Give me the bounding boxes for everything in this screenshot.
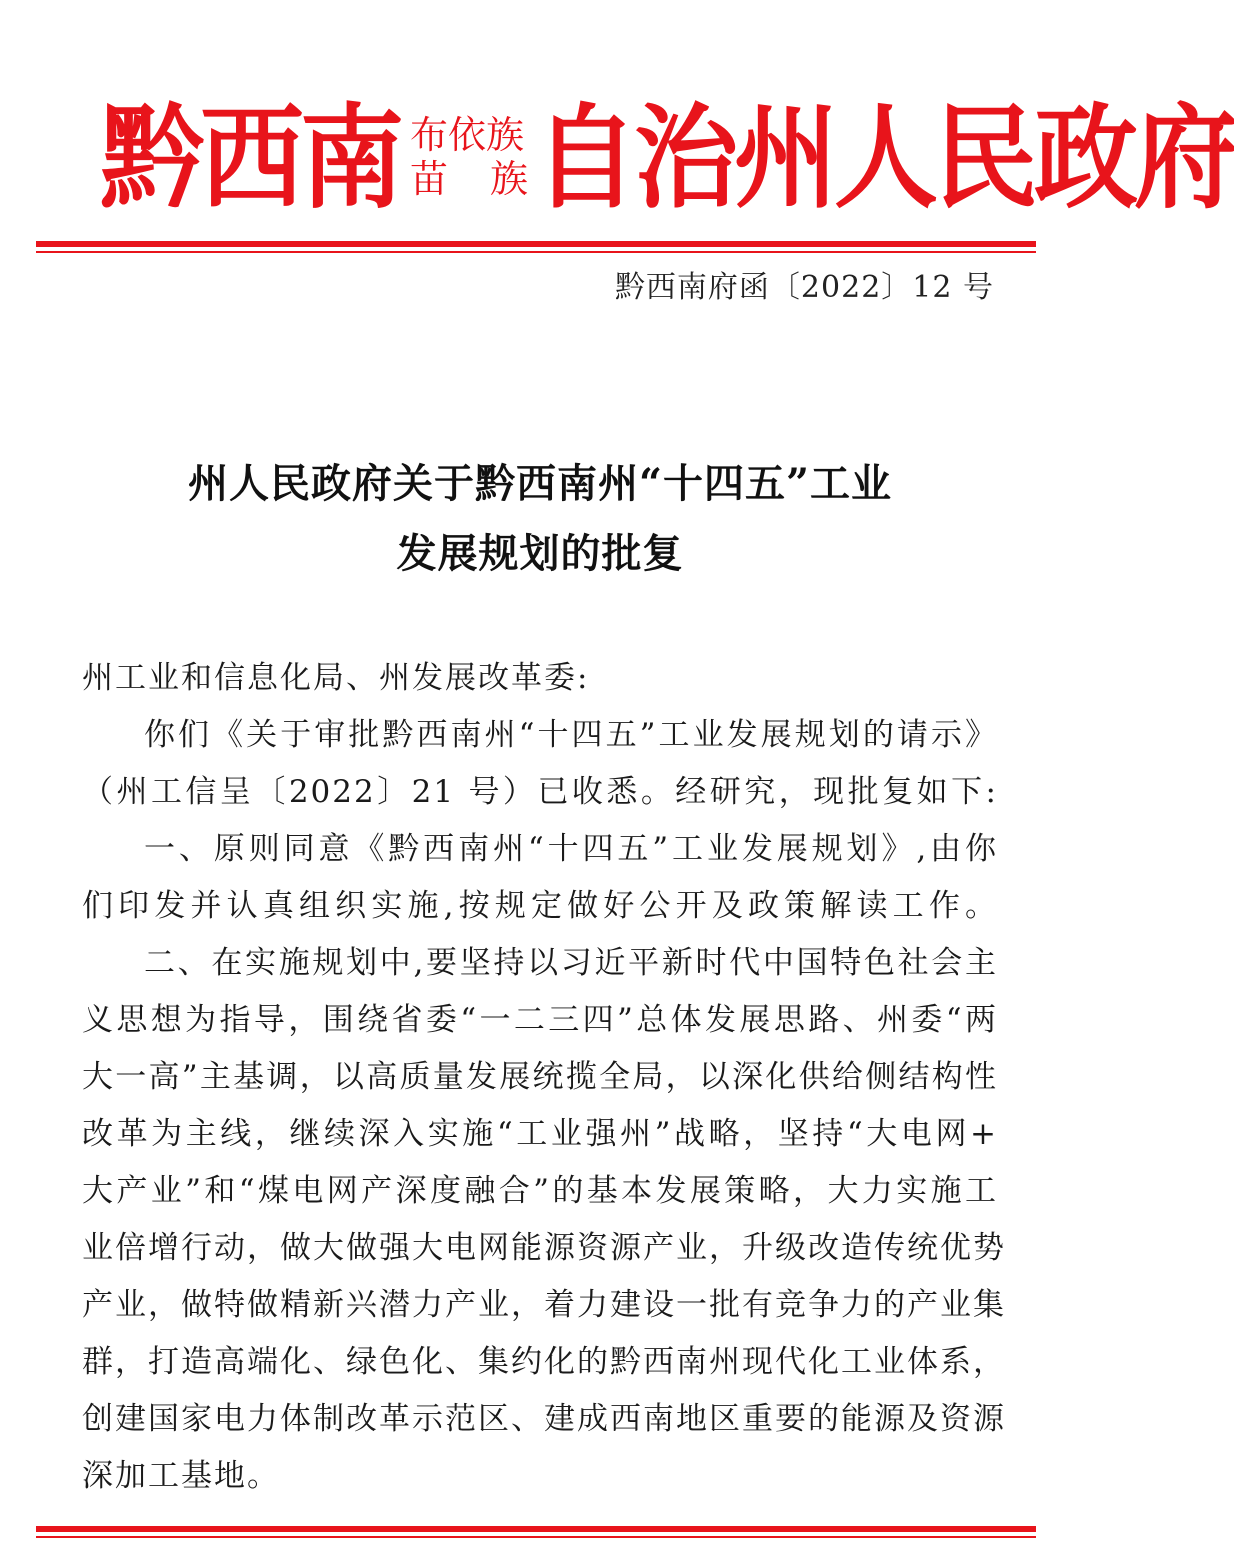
body-line: 义思想为指导，围绕省委“一二三四”总体发展思路、州委“两: [82, 1002, 998, 1038]
body-line: 一、原则同意《黔西南州“十四五”工业发展规划》,由你: [144, 831, 998, 867]
bottom-red-rule-thick: [36, 1526, 1036, 1532]
letterhead-government: 自治州人民政府: [534, 91, 1234, 224]
body-line: 大一高”主基调，以高质量发展统揽全局，以深化供给侧结构性: [82, 1059, 998, 1095]
letterhead-ethnic-bottom: [410, 158, 528, 202]
body-line: 业倍增行动，做大做强大电网能源资源产业，升级改造传统优势: [82, 1230, 1006, 1266]
top-red-rule-thick: [36, 241, 1036, 247]
body-line: 你们《关于审批黔西南州“十四五”工业发展规划的请示》: [144, 717, 998, 753]
bottom-red-rule-thin: [36, 1536, 1036, 1538]
body-line: 们印发并认真组织实施,按规定做好公开及政策解读工作。: [82, 888, 998, 924]
letterhead-ethnic-bottom-b: 族: [490, 157, 529, 201]
addressee: 州工业和信息化局、州发展改革委:: [82, 660, 590, 696]
top-red-rule-thin: [36, 251, 1036, 253]
letterhead-ethnic-top: 布依族: [410, 113, 525, 158]
body-line: 改革为主线，继续深入实施“工业强州”战略，坚持“大电网+: [82, 1116, 998, 1152]
body-line: （州工信呈〔2022〕21 号）已收悉。经研究，现批复如下:: [82, 774, 998, 810]
body-line: 二、在实施规划中,要坚持以习近平新时代中国特色社会主: [144, 945, 998, 981]
letterhead-ethnic-bottom-a: 苗: [410, 157, 449, 201]
document-title-line-2: 发展规划的批复: [396, 530, 684, 577]
body-line: 群，打造高端化、绿色化、集约化的黔西南州现代化工业体系，: [82, 1344, 1006, 1380]
letterhead-prefecture: 黔西南: [100, 91, 401, 224]
document-number: 黔西南府函〔2022〕12 号: [614, 270, 994, 305]
document-title-line-1: 州人民政府关于黔西南州“十四五”工业: [187, 460, 892, 507]
letterhead: [100, 88, 1234, 228]
body-line: 大产业”和“煤电网产深度融合”的基本发展策略，大力实施工: [82, 1173, 998, 1209]
body-line: 产业，做特做精新兴潜力产业，着力建设一批有竞争力的产业集: [82, 1287, 1006, 1323]
letterhead-ethnic-groups: [410, 114, 528, 201]
body-line: 创建国家电力体制改革示范区、建成西南地区重要的能源及资源: [82, 1401, 1006, 1437]
body-line: 深加工基地。: [82, 1458, 280, 1494]
